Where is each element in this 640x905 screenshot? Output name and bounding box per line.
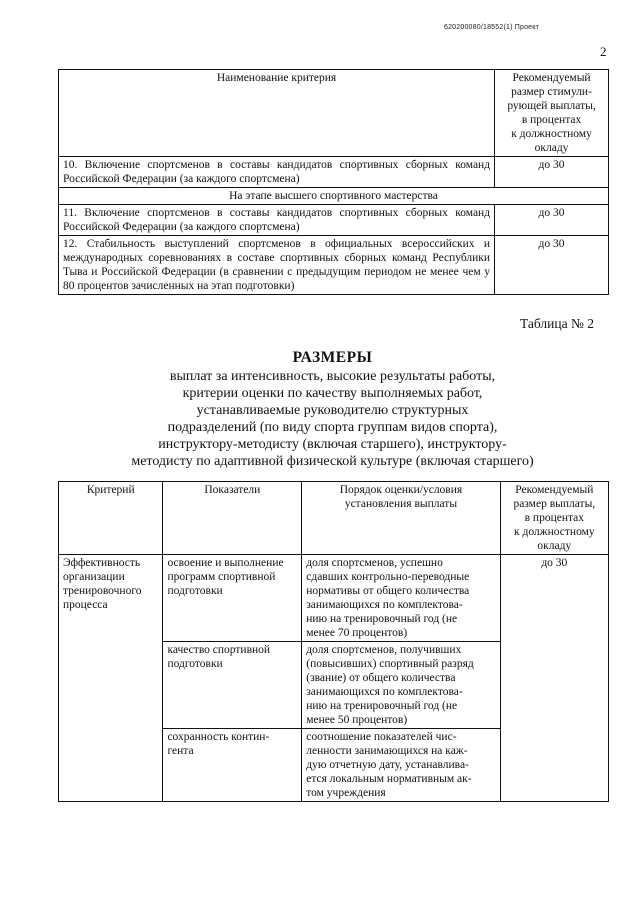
indicator-cell: сохранность контин- гента [163,729,302,802]
table-header-row [59,70,609,157]
column-header-criterion: Наименование критерия [59,70,495,157]
table-row [59,157,609,188]
indicator-cell: освоение и выполнение программ спортивной подготовки [163,555,302,642]
section-subheading: выплат за интенсивность, высокие результаты работы, критерии оценки по качеству выполняемых работ, устанавливаемые руководителю структурных подразделений (по виду спорта группам видов спорта), инструктору-методисту (включая старшего), инструктору- методисту по адаптивной физической культуре (включая старшего) [131,369,534,469]
criterion-cell: 12. Стабильность выступлений спортсменов в официальных всероссийских и международных соревнованиях в составе спортивных сборных команд Республики Тыва и Российской Федерации (в сравнении с предыдущим периодом не менее чем у 80 процентов зачисленных на этап подготовки) [59,236,495,295]
criterion-cell: 11. Включение спортсменов в составы кандидатов спортивных сборных команд Российской Федерации (за каждого спортсмена) [59,205,495,236]
table-header-row [59,482,609,555]
page-number: 2 [600,44,607,59]
table-row [59,236,609,295]
procedure-cell: доля спортсменов, успешно сдавших контрольно-переводные нормативы от общего количества занимающихся по комплектова- нию на тренировочный год (не менее 70 процентов) [302,555,500,642]
rate-cell: до 30 [495,236,609,295]
rate-cell: до 30 [495,157,609,188]
rate-cell: до 30 [495,205,609,236]
criteria-table [58,69,609,295]
payments-table [58,481,609,802]
section-title: На этапе высшего спортивного мастерства [59,188,609,205]
table-row [59,205,609,236]
procedure-cell: соотношение показателей чис- ленности занимающихся на каж- дую отчетную дату, устанавлива- ется локальным нормативным ак- том учреждения [302,729,500,802]
table-row [59,555,609,642]
section-row [59,188,609,205]
criterion-cell: 10. Включение спортсменов в составы кандидатов спортивных сборных команд Российской Федерации (за каждого спортсмена) [59,157,495,188]
procedure-cell: доля спортсменов, получивших (повысивших) спортивный разряд (звание) от общего количества занимающихся по комплектова- нию на тренировочный год (не менее 50 процентов) [302,642,500,729]
section-heading: РАЗМЕРЫ [292,349,373,366]
indicator-cell: качество спортивной подготовки [163,642,302,729]
rate-cell: до 30 [500,555,608,802]
column-header-procedure: Порядок оценки/условия установления выплаты [302,482,500,555]
column-header-indicators: Показатели [163,482,302,555]
document-id: 620200080/18552(1) Проект [444,24,540,31]
criterion-cell: Эффективность организации тренировочного процесса [59,555,163,802]
table-label: Таблица № 2 [520,316,594,331]
column-header-criterion: Критерий [59,482,163,555]
column-header-rate: Рекомендуемый размер выплаты, в процентах к должностному окладу [500,482,608,555]
column-header-rate: Рекомендуемый размер стимули- рующей выплаты, в процентах к должностному окладу [495,70,609,157]
